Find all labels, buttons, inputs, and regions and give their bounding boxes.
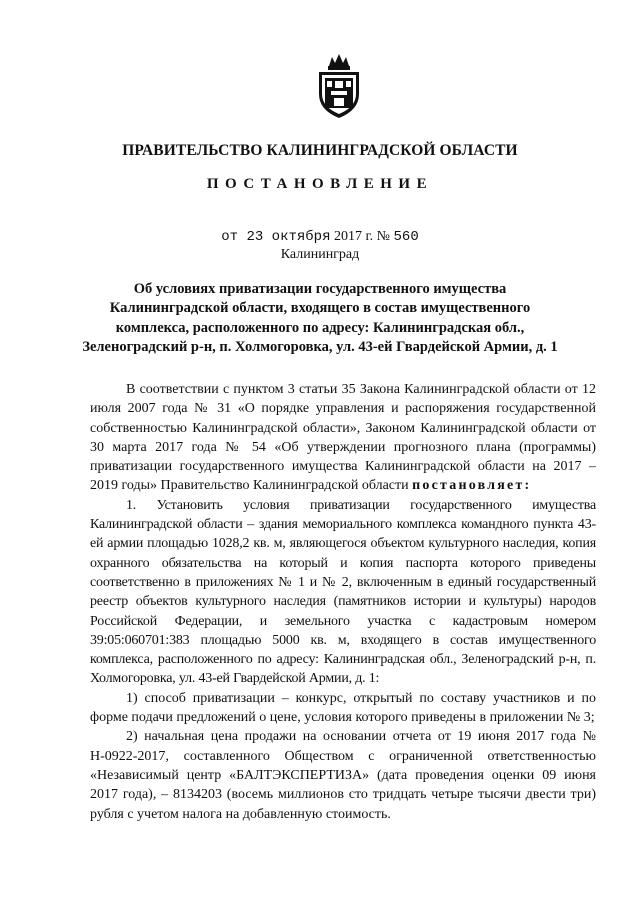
subject-line: комплекса, расположенного по адресу: Калининградская обл., [115,319,525,336]
document-number: 560 [393,229,419,245]
document-body [90,380,596,824]
subject-line: Зеленоградский р-н, п. Холмогоровка, ул. 43-ей Гвардейской Армии, д. 1 [82,338,558,355]
coat-of-arms-icon [316,50,362,120]
item-1-2-paragraph: 2) начальная цена продажи на основании отчета от 19 июня 2017 года № Н-0922-2017, составленного Обществом с ограниченной ответственностью «Независимый центр «БАЛТЭКСПЕРТИЗА» (дата проведения оценки 09 июня 2017 года), – 8134203 (восемь миллионов сто тридцать четыре тысячи двести три) рубля с учетом налога на добавленную стоимость. [90,729,596,822]
item-1-paragraph: 1. Установить условия приватизации государственного имущества Калининградской области – здания мемориального комплекса командного пункта 43-ей армии площадью 1028,2 кв. м, являющегося объектом культурного наследия, копия охранного обязательства на который и копия паспорта которого приведены соответственно в приложениях № 1 и № 2, включенным в единый государственный реестр объектов культурного наследия (памятников истории и культуры) народов Российской Федерации, и земельного участка с кадастровым номером 39:05:060701:383 площадью 5000 кв. м, входящего в состав имущественного комплекса, расположенного по адресу: Калининградская обл., Зеленоградский р-н, п. Холмогоровка, ул. 43-ей Гвардейской Армии, д. 1: [90,497,596,687]
city-name: Калининград [280,247,360,262]
date-prefix: от [221,229,247,245]
decrees-word: постановляет: [412,478,532,494]
preamble-text: В соответствии с пунктом 3 статьи 35 Закона Калининградской области от 12 июля 2007 года № 31 «О порядке управления и распоряжения государственной собственностью Калининградской области», Законом Калининградской области от 30 марта 2017 года № 54 «Об утверждении прогнозного плана (программы) приватизации государственного имущества Калининградской области на 2017 – 2019 годы» Правительство Калининградской области [90,382,596,494]
preamble-paragraph [90,380,596,496]
document-subject [0,280,640,357]
subject-line: Об условиях приватизации государственного имущества [133,281,507,297]
date-value: 23 октября [246,229,331,245]
number-sign: № [373,229,394,244]
subject-line: Калининградской области, входящего в состав имущественного [109,300,531,317]
item-1-1-paragraph: 1) способ приватизации – конкурс, открытый по составу участников и по форме подачи предложений о цене, условия которого приведены в приложении № 3; [90,690,596,726]
date-and-number [0,229,640,245]
document-type-title: ПОСТАНОВЛЕНИЕ [206,176,434,192]
government-title: ПРАВИТЕЛЬСТВО КАЛИНИНГРАДСКОЙ ОБЛАСТИ [122,142,518,159]
date-year: 2017 г. [330,229,374,244]
